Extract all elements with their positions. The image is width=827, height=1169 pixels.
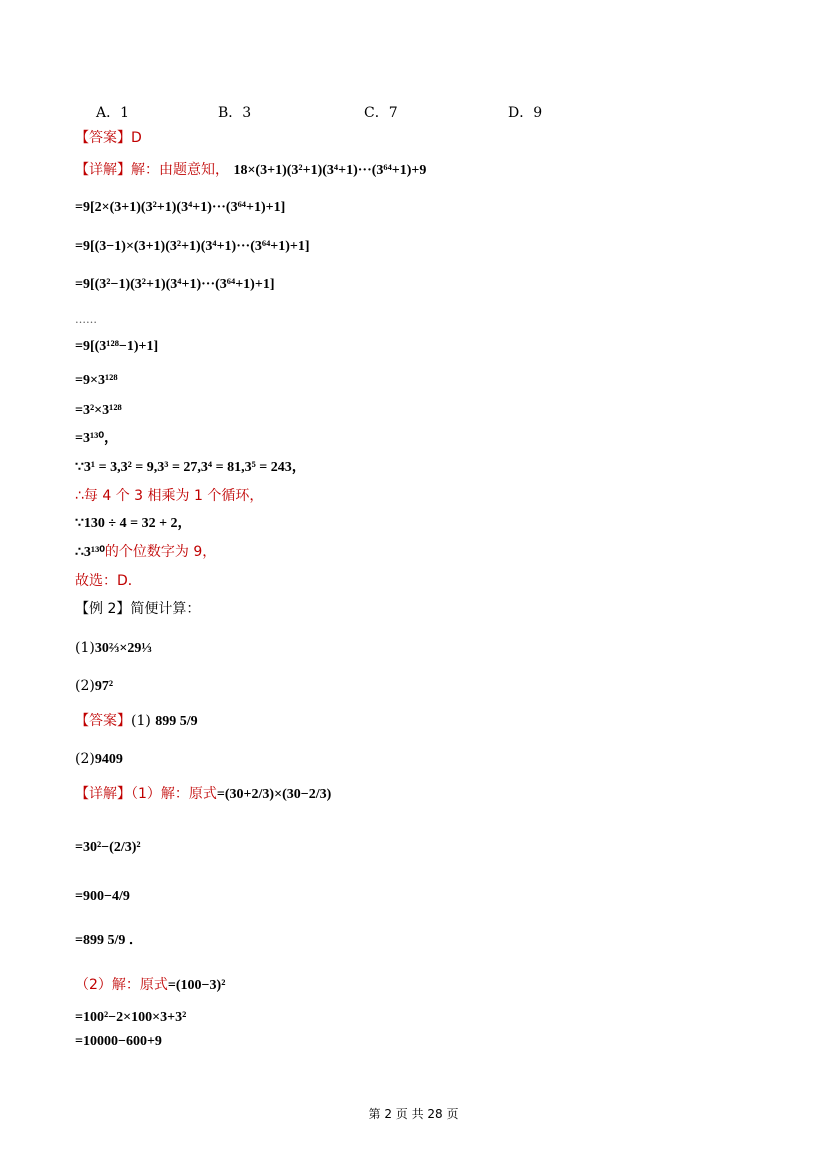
step-1: =9[2×(3+1)(3²+1)(3⁴+1)···(3⁶⁴+1)+1] [75,200,286,215]
detail-label: 【详解】 [75,162,131,178]
answer-2-label: 【答案】 [75,713,131,729]
therefore-text: 的个位数字为 9， [104,544,217,560]
question-1-expression: 30⅔×29⅓ [94,641,152,656]
example-2-heading: 【例 2】简便计算： [75,601,201,617]
question-2-expression: 97² [94,679,114,694]
ellipsis: …… [75,313,97,326]
answer-2-line-2 [75,750,123,769]
step-4: =9[(3¹²⁸−1)+1] [75,339,159,354]
step-6: =3²×3¹²⁸ [75,403,122,418]
option-a: A．1 [96,105,130,121]
answer-2-value-2: 9409 [94,752,123,767]
answer-value: D [131,130,142,146]
option-d: D．9 [508,105,543,121]
answer-2-prefix-1: (1) [131,713,151,729]
therefore-line-1: ∴每 4 个 3 相乘为 1 个循环， [75,488,264,504]
because-line-2: ∵130 ÷ 4 = 32 + 2， [75,516,192,531]
option-b: B．3 [218,105,252,121]
answer-2-line [75,712,198,731]
therefore-line-2 [75,543,216,562]
detail-2-part-2-expression: =(100−3)² [167,978,226,993]
detail-2-part-1-intro: （1）解：原式 [131,786,217,802]
detail-2-part-2-intro: （2）解：原式 [75,977,168,993]
detail-2-step-4: =100²−2×100×3+3² [75,1010,187,1025]
option-c: C．7 [364,105,398,121]
detail-intro: 解：由题意知， [131,162,229,178]
page-footer: 第 2 页 共 28 页 [368,1107,459,1121]
detail-2-step-5: =10000−600+9 [75,1034,162,1049]
question-1-prefix: (1) [75,640,95,656]
detail-2-step-1: =30²−(2/3)² [75,840,141,855]
question-2 [75,677,113,696]
detail-expression: 18×(3+1)(3²+1)(3⁴+1)···(3⁶⁴+1)+9 [233,163,427,178]
detail-2-step-3: =899 5/9 ． [75,933,143,948]
detail-2-intro-line [75,785,331,804]
answer-2-value-1: 899 5/9 [155,714,198,729]
because-line-1: ∵3¹ = 3,3² = 9,3³ = 27,3⁴ = 81,3⁵ = 243， [75,460,306,475]
question-1 [75,639,152,658]
step-5: =9×3¹²⁸ [75,373,118,388]
detail-2-step-2: =900−4/9 [75,889,130,904]
step-2: =9[(3−1)×(3+1)(3²+1)(3⁴+1)···(3⁶⁴+1)+1] [75,239,310,254]
detail-intro-line [75,161,426,180]
answer-label: 【答案】 [75,130,131,146]
detail-2-label: 【详解】 [75,786,131,802]
question-2-prefix: (2) [75,678,95,694]
detail-2-part-2-line [75,976,225,995]
detail-2-part-1-expression: =(30+2/3)×(30−2/3) [216,787,332,802]
step-7: =3¹³⁰， [75,431,118,446]
step-3: =9[(3²−1)(3²+1)(3⁴+1)···(3⁶⁴+1)+1] [75,277,275,292]
answer-2-prefix-2: (2) [75,751,95,767]
answer-line [75,129,142,147]
conclusion: 故选：D． [75,573,142,589]
therefore-expression: ∴3¹³⁰ [75,545,105,560]
